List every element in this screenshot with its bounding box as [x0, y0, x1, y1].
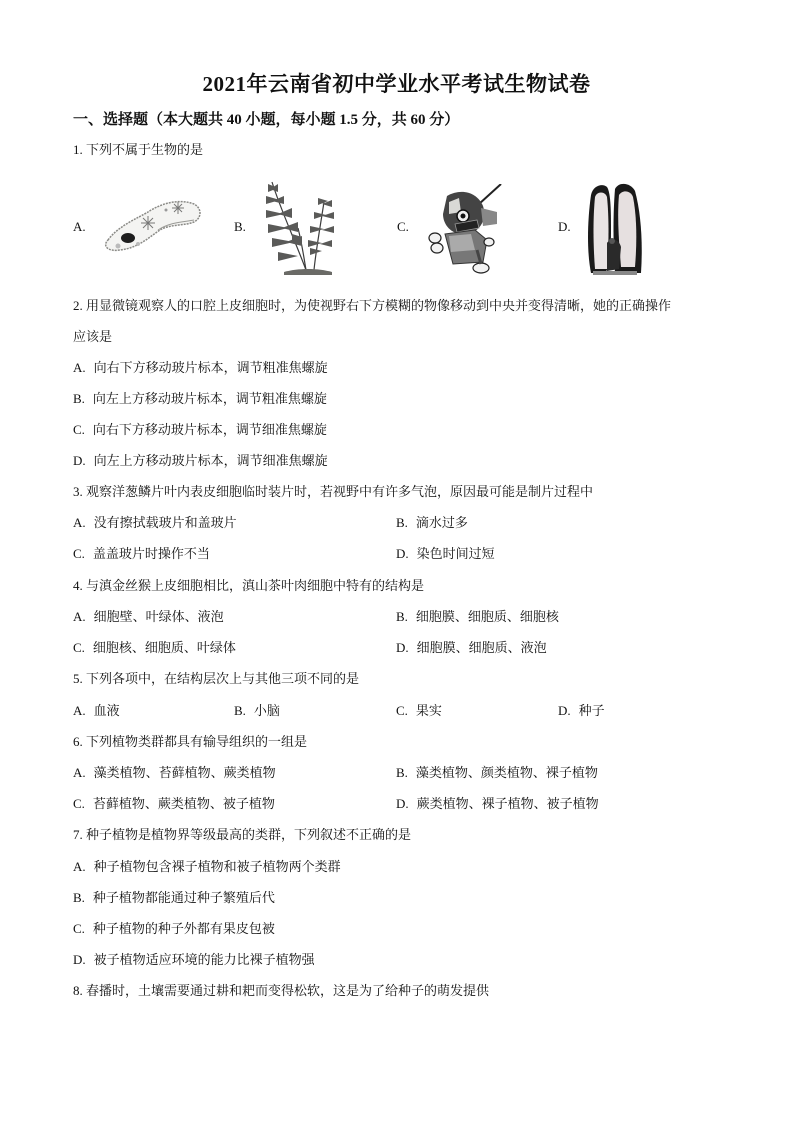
- option-text: 盖盖玻片时操作不当: [92, 546, 210, 561]
- option-letter: B.: [396, 515, 408, 530]
- option-text: 细胞膜、细胞质、细胞核: [415, 609, 559, 624]
- question-2-option-b[interactable]: [73, 390, 327, 408]
- question-text: 下列不属于生物的是: [86, 142, 204, 157]
- option-letter: B.: [396, 609, 408, 624]
- option-text: 种子植物包含裸子植物和被子植物两个类群: [93, 859, 341, 874]
- question-5-option-d[interactable]: [558, 702, 605, 720]
- option-letter: D.: [396, 796, 409, 811]
- question-1-stem: [73, 141, 203, 159]
- question-text: 用显微镜观察人的口腔上皮细胞时，为使视野右下方模糊的物像移动到中央并变得清晰，她的正确操作: [86, 298, 672, 313]
- option-text: 没有擦拭载玻片和盖玻片: [93, 515, 237, 530]
- question-2-stem: [73, 297, 671, 315]
- question-6-option-b[interactable]: [396, 764, 598, 782]
- option-text: 向右下方移动玻片标本，调节细准焦螺旋: [92, 422, 327, 437]
- question-4-option-c[interactable]: [73, 639, 236, 657]
- option-letter: C.: [73, 640, 85, 655]
- option-letter: A.: [73, 703, 86, 718]
- option-text: 被子植物适应环境的能力比裸子植物强: [93, 952, 315, 967]
- option-letter: C.: [73, 422, 85, 437]
- question-5-option-c[interactable]: [396, 702, 442, 720]
- option-text: 藻类植物、颜类植物、裸子植物: [415, 765, 598, 780]
- question-text: 与滇金丝猴上皮细胞相比，滇山茶叶肉细胞中特有的结构是: [86, 578, 425, 593]
- question-number: 5.: [73, 671, 83, 686]
- question-4-option-b[interactable]: [396, 608, 559, 626]
- question-7-option-c[interactable]: [73, 920, 275, 938]
- question-number: 3.: [73, 484, 83, 499]
- question-number: 4.: [73, 578, 83, 593]
- question-text: 观察洋葱鳞片叶内表皮细胞临时装片时，若视野中有许多气泡，原因最可能是制片过程中: [86, 484, 594, 499]
- option-text: 向左上方移动玻片标本，调节细准焦螺旋: [93, 453, 328, 468]
- question-3-option-d[interactable]: [396, 545, 495, 563]
- option-letter: B.: [396, 765, 408, 780]
- option-letter: D.: [73, 453, 86, 468]
- option-letter: A.: [73, 765, 86, 780]
- option-letter: B.: [73, 890, 85, 905]
- question-number: 2.: [73, 298, 83, 313]
- option-letter: D.: [558, 703, 571, 718]
- question-6-option-a[interactable]: [73, 764, 276, 782]
- question-1-option-a-label: A.: [73, 219, 86, 234]
- question-5-option-a[interactable]: [73, 702, 120, 720]
- option-letter: D.: [73, 952, 86, 967]
- fern-plant-illustration: [258, 178, 340, 278]
- question-7-option-a[interactable]: [73, 858, 341, 876]
- option-text: 染色时间过短: [416, 546, 495, 561]
- question-1-option-b-label: B.: [234, 219, 246, 234]
- question-3-option-c[interactable]: [73, 545, 210, 563]
- robot-dog-illustration: [425, 184, 513, 276]
- question-2-option-d[interactable]: [73, 452, 328, 470]
- question-text: 下列植物类群都具有输导组织的一组是: [86, 734, 308, 749]
- option-text: 果实: [415, 703, 442, 718]
- option-text: 种子植物都能通过种子繁殖后代: [92, 890, 275, 905]
- option-letter: A.: [73, 609, 86, 624]
- question-7-option-d[interactable]: [73, 951, 315, 969]
- question-3-stem: [73, 483, 593, 501]
- option-letter: C.: [73, 796, 85, 811]
- paramecium-illustration: [98, 188, 206, 260]
- option-letter: B.: [234, 703, 246, 718]
- section-heading: 一、选择题（本大题共 40 小题，每小题 1.5 分，共 60 分）: [73, 112, 460, 128]
- question-5-option-b[interactable]: [234, 702, 280, 720]
- question-6-stem: [73, 733, 307, 751]
- question-text: 下列各项中，在结构层次上与其他三项不同的是: [86, 671, 360, 686]
- option-text: 血液: [93, 703, 120, 718]
- question-3-option-b[interactable]: [396, 514, 468, 532]
- option-text: 小脑: [253, 703, 280, 718]
- option-letter: B.: [73, 391, 85, 406]
- question-2-option-c[interactable]: [73, 421, 327, 439]
- option-text: 种子: [578, 703, 605, 718]
- option-text: 苔藓植物、蕨类植物、被子植物: [92, 796, 275, 811]
- option-letter: A.: [73, 360, 86, 375]
- penguins-illustration: [585, 183, 643, 275]
- exam-title: 2021年云南省初中学业水平考试生物试卷: [202, 72, 591, 96]
- question-1-option-d-label: D.: [558, 219, 571, 234]
- option-text: 藻类植物、苔藓植物、蕨类植物: [93, 765, 276, 780]
- question-7-stem: [73, 826, 411, 844]
- question-4-option-d[interactable]: [396, 639, 547, 657]
- question-6-option-d[interactable]: [396, 795, 599, 813]
- question-text: 春播时，土壤需要通过耕和耙而变得松软，这是为了给种子的萌发提供: [86, 983, 490, 998]
- question-2-option-a[interactable]: [73, 359, 328, 377]
- option-text: 蕨类植物、裸子植物、被子植物: [416, 796, 599, 811]
- question-number: 8.: [73, 983, 83, 998]
- question-4-stem: [73, 577, 424, 595]
- option-letter: C.: [396, 703, 408, 718]
- option-letter: A.: [73, 515, 86, 530]
- option-text: 滴水过多: [415, 515, 468, 530]
- option-text: 细胞核、细胞质、叶绿体: [92, 640, 236, 655]
- question-4-option-a[interactable]: [73, 608, 224, 626]
- option-text: 细胞壁、叶绿体、液泡: [93, 609, 224, 624]
- question-number: 6.: [73, 734, 83, 749]
- question-8-stem: [73, 982, 489, 1000]
- question-7-option-b[interactable]: [73, 889, 275, 907]
- question-number: 1.: [73, 142, 83, 157]
- question-2-stem-continued: 应该是: [73, 329, 113, 344]
- question-number: 7.: [73, 827, 83, 842]
- option-letter: D.: [396, 640, 409, 655]
- option-letter: D.: [396, 546, 409, 561]
- question-1-option-c-label: C.: [397, 219, 409, 234]
- option-letter: C.: [73, 546, 85, 561]
- question-5-stem: [73, 670, 359, 688]
- question-3-option-a[interactable]: [73, 514, 237, 532]
- question-6-option-c[interactable]: [73, 795, 275, 813]
- option-letter: C.: [73, 921, 85, 936]
- option-text: 向右下方移动玻片标本，调节粗准焦螺旋: [93, 360, 328, 375]
- option-letter: A.: [73, 859, 86, 874]
- option-text: 种子植物的种子外都有果皮包被: [92, 921, 275, 936]
- option-text: 向左上方移动玻片标本，调节粗准焦螺旋: [92, 391, 327, 406]
- question-text: 种子植物是植物界等级最高的类群，下列叙述不正确的是: [86, 827, 412, 842]
- option-text: 细胞膜、细胞质、液泡: [416, 640, 547, 655]
